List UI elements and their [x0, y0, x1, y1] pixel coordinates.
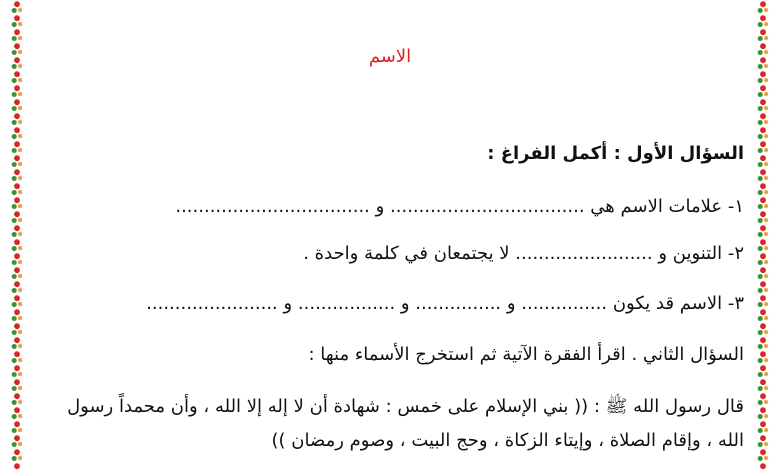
worksheet-page	[36, 0, 744, 470]
question-1-item-2: ٢- التنوين و ........................ لا يجتمعان في كلمة واحدة .	[303, 243, 744, 264]
question-2-heading: السؤال الثاني . اقرأ الفقرة الآتية ثم استخرج الأسماء منها :	[308, 344, 744, 365]
question-1-item-1: ١- علامات الاسم هي .................................. و ..................................	[175, 196, 744, 217]
question-1-item-3: ٣- الاسم قد يكون ............... و ............... و ................. و .......................	[146, 293, 744, 314]
page-title: الاسم	[368, 46, 412, 67]
decorative-border-right	[756, 0, 770, 470]
hadith-paragraph: قال رسول الله ﷺ : (( بني الإسلام على خمس : شهادة أن لا إله إلا الله ، وأن محمداً رسول الله ، وإقام الصلاة ، وإيتاء الزكاة ، وحج البيت ، وصوم رمضان ))	[67, 396, 744, 451]
question-1-heading: السؤال الأول : أكمل الفراغ :	[487, 143, 744, 164]
decorative-border-left	[10, 0, 24, 470]
